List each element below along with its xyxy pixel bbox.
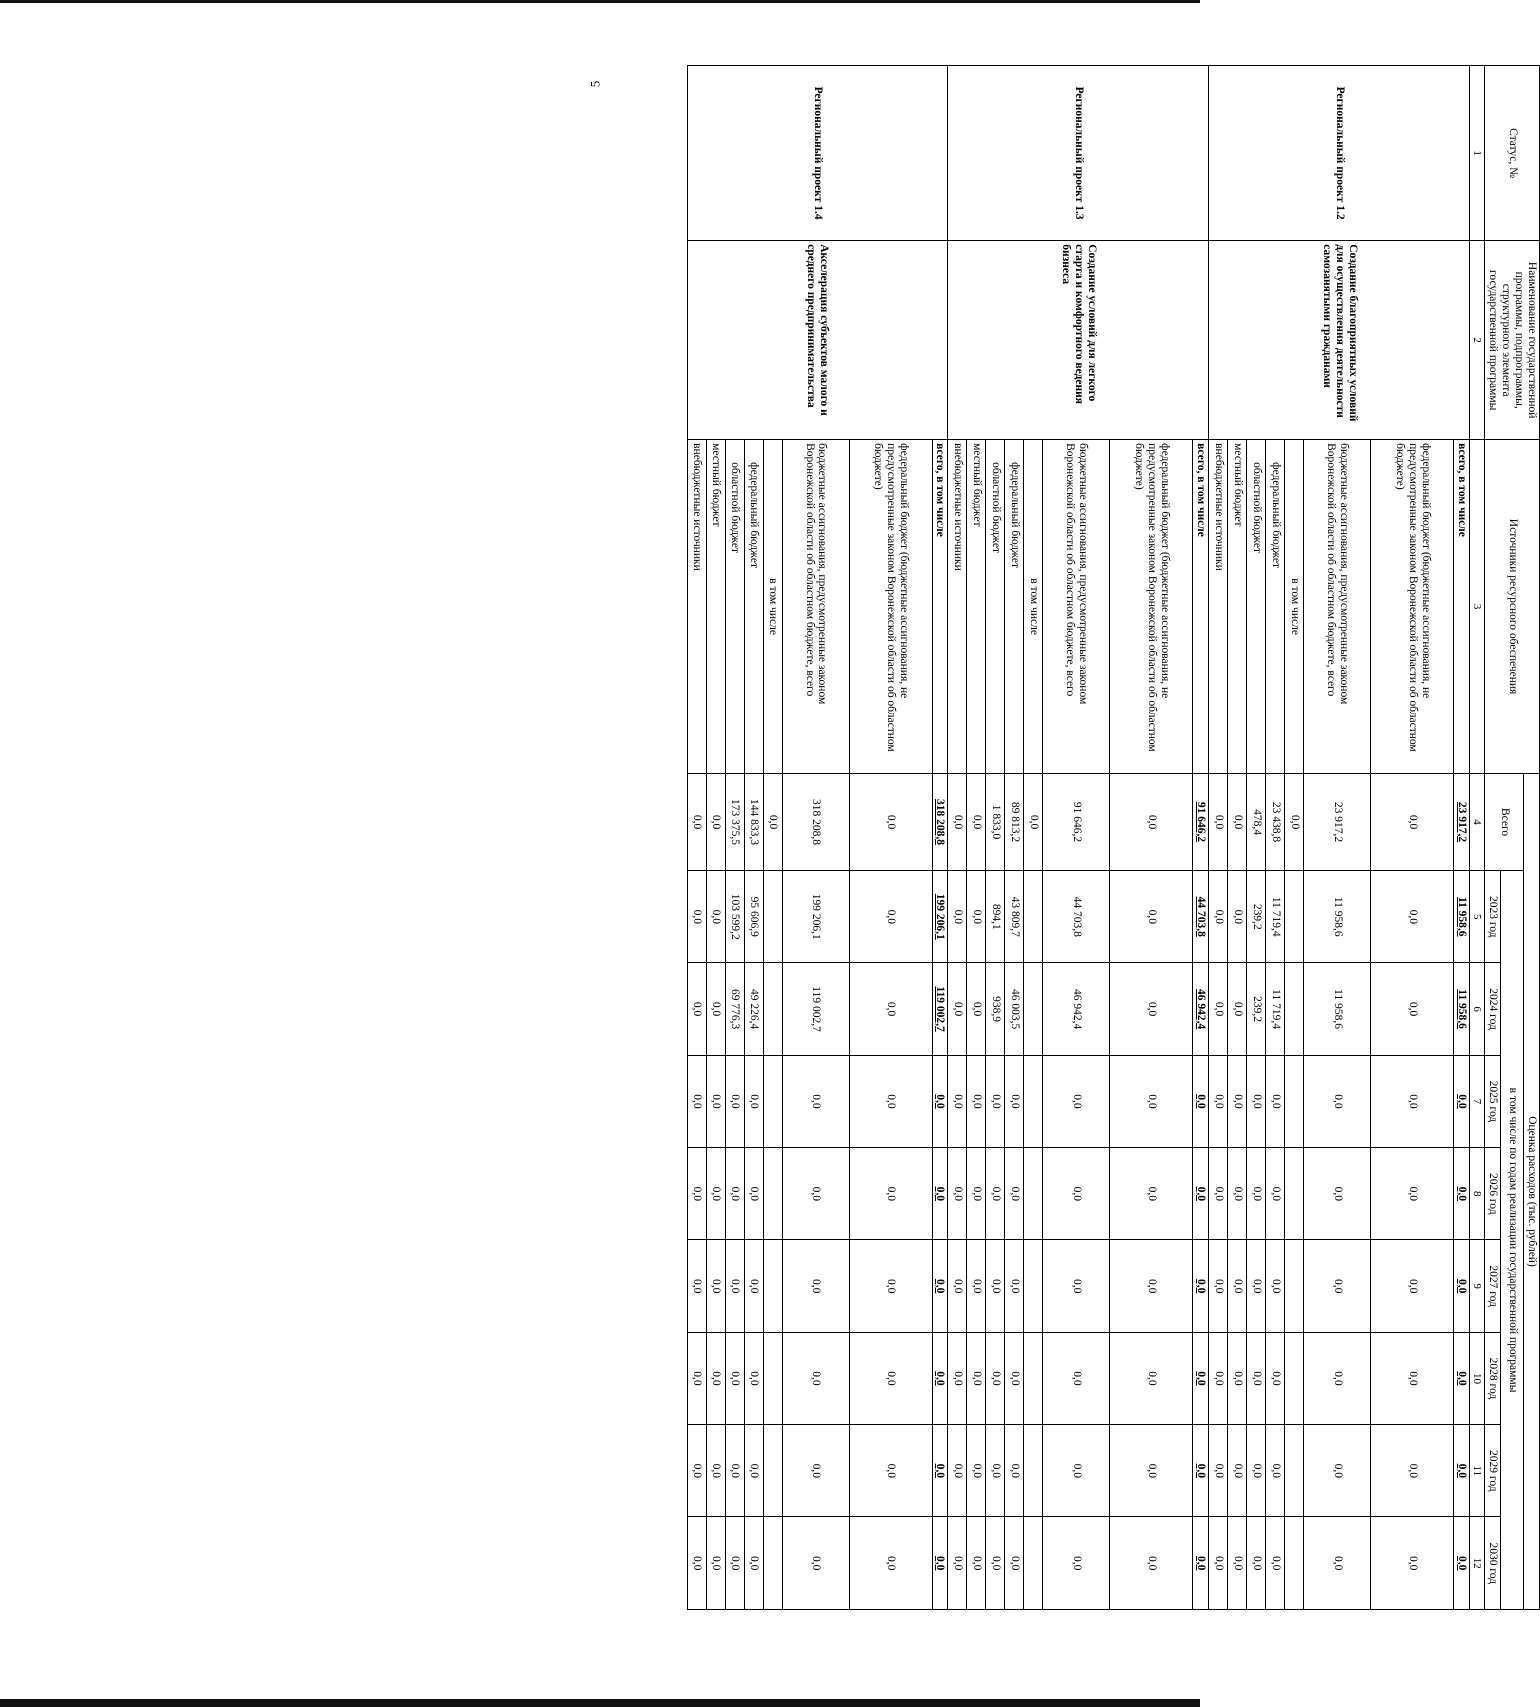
- source-label: бюджетные ассигнования, предусмотренные законом Воронежской области об областном бюджете, всего: [1043, 440, 1110, 774]
- value-year-cell: 0,0: [932, 1425, 948, 1517]
- value-year-cell: 0,0: [744, 1240, 763, 1332]
- header-status: Статус, №: [1485, 66, 1540, 241]
- source-label: федеральный бюджет: [744, 440, 763, 774]
- value-total-cell: 0,0: [1024, 774, 1043, 871]
- value-year-cell: 0,0: [706, 1148, 725, 1240]
- value-year-cell: 0,0: [948, 1425, 967, 1517]
- value-year-cell: [1024, 1425, 1043, 1517]
- value-year-cell: 0,0: [687, 1055, 706, 1147]
- value-total-cell: 0,0: [687, 774, 706, 871]
- value-year-cell: [763, 1148, 782, 1240]
- value-year-cell: 0,0: [1110, 963, 1193, 1055]
- value-year-cell: 0,0: [948, 1332, 967, 1424]
- value-year-cell: 0,0: [1371, 1517, 1454, 1610]
- value-total-cell: 91 646,2: [1193, 774, 1209, 871]
- value-year-cell: 0,0: [1454, 1332, 1470, 1424]
- value-year-cell: 0,0: [1304, 1517, 1371, 1610]
- table-row: [1193, 66, 1209, 1610]
- source-label: местный бюджет: [1228, 440, 1247, 774]
- value-year-cell: 0,0: [687, 871, 706, 963]
- column-number: 11: [1470, 1425, 1485, 1517]
- value-year-cell: 0,0: [1304, 1425, 1371, 1517]
- value-year-cell: 0,0: [1043, 1055, 1110, 1147]
- value-year-cell: 0,0: [725, 1425, 744, 1517]
- value-year-cell: 0,0: [967, 1055, 986, 1147]
- value-year-cell: 0,0: [986, 1332, 1005, 1424]
- value-year-cell: 0,0: [744, 1332, 763, 1424]
- value-year-cell: 0,0: [1005, 1517, 1024, 1610]
- source-label: федеральный бюджет (бюджетные ассигнования, не предусмотренные законом Воронежской области об областном бюджете): [1110, 440, 1193, 774]
- value-year-cell: 0,0: [1304, 1055, 1371, 1147]
- value-year-cell: 0,0: [1266, 1055, 1285, 1147]
- value-year-cell: 0,0: [986, 1240, 1005, 1332]
- value-year-cell: 0,0: [948, 1517, 967, 1610]
- source-label: внебюджетные источники: [948, 440, 967, 774]
- value-year-cell: 0,0: [725, 1517, 744, 1610]
- value-total-cell: 0,0: [1110, 774, 1193, 871]
- value-year-cell: 0,0: [725, 1240, 744, 1332]
- value-year-cell: 0,0: [1228, 1055, 1247, 1147]
- value-year-cell: 0,0: [1247, 1332, 1266, 1424]
- value-total-cell: 0,0: [1371, 774, 1454, 871]
- value-year-cell: [1024, 1332, 1043, 1424]
- value-year-cell: 199 206,1: [932, 871, 948, 963]
- value-year-cell: 0,0: [1193, 1517, 1209, 1610]
- value-total-cell: 89 813,2: [1005, 774, 1024, 871]
- value-year-cell: 0,0: [948, 1055, 967, 1147]
- source-label: всего, в том числе: [1193, 440, 1209, 774]
- value-year-cell: 119 002,7: [932, 963, 948, 1055]
- value-total-cell: 0,0: [706, 774, 725, 871]
- value-year-cell: 0,0: [1209, 1425, 1228, 1517]
- value-year-cell: 0,0: [1110, 1332, 1193, 1424]
- value-total-cell: 23 917,2: [1454, 774, 1470, 871]
- project-name: Акселерация субъектов малого и среднего предпринимательства: [687, 241, 948, 440]
- value-year-cell: 0,0: [1247, 1240, 1266, 1332]
- value-year-cell: 0,0: [967, 1148, 986, 1240]
- value-year-cell: 0,0: [1110, 1425, 1193, 1517]
- project-status: Региональный проект 1.2: [1209, 66, 1470, 241]
- value-year-cell: [1285, 1055, 1304, 1147]
- scan-edge-bottom: [0, 1699, 1200, 1707]
- value-year-cell: 239,2: [1247, 871, 1266, 963]
- value-year-cell: [1285, 1332, 1304, 1424]
- value-year-cell: [1285, 1425, 1304, 1517]
- value-total-cell: 0,0: [763, 774, 782, 871]
- value-year-cell: 0,0: [932, 1240, 948, 1332]
- header-year: 2023 год: [1485, 871, 1501, 963]
- value-year-cell: 103 599,2: [725, 871, 744, 963]
- value-year-cell: 0,0: [1193, 1425, 1209, 1517]
- value-year-cell: 0,0: [1266, 1517, 1285, 1610]
- column-number: 1: [1470, 66, 1485, 241]
- value-year-cell: [1285, 1148, 1304, 1240]
- value-year-cell: 0,0: [986, 1425, 1005, 1517]
- page-number: 5: [587, 80, 603, 88]
- value-year-cell: 0,0: [687, 1425, 706, 1517]
- value-total-cell: 23 438,8: [1266, 774, 1285, 871]
- header-year: 2028 год: [1485, 1332, 1501, 1424]
- value-year-cell: 0,0: [1228, 1148, 1247, 1240]
- value-year-cell: 0,0: [1228, 963, 1247, 1055]
- value-year-cell: 0,0: [1371, 871, 1454, 963]
- value-year-cell: 0,0: [849, 1240, 932, 1332]
- value-year-cell: 0,0: [782, 1332, 849, 1424]
- value-year-cell: 0,0: [1209, 963, 1228, 1055]
- column-number: 12: [1470, 1517, 1485, 1610]
- value-year-cell: 0,0: [1247, 1148, 1266, 1240]
- source-label: всего, в том числе: [932, 440, 948, 774]
- column-number: 5: [1470, 871, 1485, 963]
- header-year: 2026 год: [1485, 1148, 1501, 1240]
- source-label: внебюджетные источники: [687, 440, 706, 774]
- value-year-cell: [1285, 871, 1304, 963]
- value-year-cell: 0,0: [948, 1148, 967, 1240]
- value-year-cell: 11 958,6: [1454, 963, 1470, 1055]
- header-estimate: Оценка расходов (тыс. рублей): [1524, 774, 1540, 1610]
- column-number: 10: [1470, 1332, 1485, 1424]
- value-year-cell: 0,0: [967, 963, 986, 1055]
- value-year-cell: [763, 1240, 782, 1332]
- value-year-cell: 0,0: [687, 1240, 706, 1332]
- value-year-cell: 0,0: [1371, 1148, 1454, 1240]
- expenditure-table: [687, 65, 1540, 1610]
- value-total-cell: 23 917,2: [1304, 774, 1371, 871]
- value-year-cell: 0,0: [1110, 1148, 1193, 1240]
- value-year-cell: 0,0: [1005, 1425, 1024, 1517]
- value-year-cell: 0,0: [932, 1055, 948, 1147]
- value-year-cell: 46 942,4: [1193, 963, 1209, 1055]
- value-year-cell: 0,0: [1371, 1240, 1454, 1332]
- value-total-cell: 0,0: [1285, 774, 1304, 871]
- value-year-cell: 0,0: [1043, 1148, 1110, 1240]
- value-total-cell: 318 208,8: [932, 774, 948, 871]
- value-year-cell: 44 703,8: [1043, 871, 1110, 963]
- source-label: федеральный бюджет: [1266, 440, 1285, 774]
- value-year-cell: 0,0: [1304, 1240, 1371, 1332]
- value-year-cell: 0,0: [1209, 871, 1228, 963]
- value-year-cell: 0,0: [849, 1517, 932, 1610]
- value-year-cell: 0,0: [1193, 1055, 1209, 1147]
- source-label: местный бюджет: [706, 440, 725, 774]
- scan-edge-top: [0, 0, 1200, 3]
- source-label: в том числе: [1024, 440, 1043, 774]
- value-year-cell: 0,0: [1043, 1332, 1110, 1424]
- value-year-cell: 0,0: [1193, 1240, 1209, 1332]
- value-year-cell: [763, 1425, 782, 1517]
- value-year-cell: 0,0: [1371, 1055, 1454, 1147]
- value-year-cell: 0,0: [1005, 1240, 1024, 1332]
- value-year-cell: 44 703,8: [1193, 871, 1209, 963]
- value-year-cell: 46 942,4: [1043, 963, 1110, 1055]
- value-year-cell: 0,0: [967, 1517, 986, 1610]
- value-year-cell: [763, 1055, 782, 1147]
- value-year-cell: 0,0: [849, 1148, 932, 1240]
- value-year-cell: 95 606,9: [744, 871, 763, 963]
- value-year-cell: 0,0: [1266, 1240, 1285, 1332]
- source-label: федеральный бюджет: [1005, 440, 1024, 774]
- value-year-cell: 0,0: [986, 1148, 1005, 1240]
- table-body: [687, 66, 1470, 1610]
- source-label: всего, в том числе: [1454, 440, 1470, 774]
- value-year-cell: 938,9: [986, 963, 1005, 1055]
- value-year-cell: 0,0: [1209, 1517, 1228, 1610]
- rotated-page: [490, 65, 1540, 1610]
- value-year-cell: 0,0: [782, 1055, 849, 1147]
- value-year-cell: 0,0: [932, 1148, 948, 1240]
- value-year-cell: 0,0: [782, 1517, 849, 1610]
- value-year-cell: 0,0: [725, 1055, 744, 1147]
- value-year-cell: 69 776,3: [725, 963, 744, 1055]
- value-year-cell: 0,0: [725, 1148, 744, 1240]
- value-year-cell: 43 809,7: [1005, 871, 1024, 963]
- value-year-cell: 0,0: [706, 1240, 725, 1332]
- value-year-cell: 0,0: [1043, 1240, 1110, 1332]
- value-year-cell: [1024, 871, 1043, 963]
- value-year-cell: 0,0: [744, 1055, 763, 1147]
- header-year: 2025 год: [1485, 1055, 1501, 1147]
- value-year-cell: 0,0: [1228, 1517, 1247, 1610]
- value-year-cell: 0,0: [1209, 1055, 1228, 1147]
- value-year-cell: 0,0: [744, 1425, 763, 1517]
- column-number: 4: [1470, 774, 1485, 871]
- value-year-cell: [1285, 1517, 1304, 1610]
- value-year-cell: 0,0: [849, 871, 932, 963]
- value-year-cell: 11 958,6: [1304, 963, 1371, 1055]
- value-year-cell: 0,0: [1304, 1148, 1371, 1240]
- value-total-cell: 144 833,3: [744, 774, 763, 871]
- value-year-cell: 0,0: [687, 1148, 706, 1240]
- value-year-cell: 0,0: [1043, 1425, 1110, 1517]
- value-year-cell: 0,0: [1454, 1517, 1470, 1610]
- value-year-cell: [1024, 1517, 1043, 1610]
- value-year-cell: 11 958,6: [1304, 871, 1371, 963]
- value-year-cell: 0,0: [1110, 1240, 1193, 1332]
- value-year-cell: 49 226,4: [744, 963, 763, 1055]
- value-year-cell: 0,0: [706, 1055, 725, 1147]
- value-year-cell: 0,0: [725, 1332, 744, 1424]
- value-year-cell: [1024, 963, 1043, 1055]
- value-year-cell: 0,0: [1247, 1517, 1266, 1610]
- value-year-cell: 0,0: [1005, 1332, 1024, 1424]
- value-year-cell: 0,0: [706, 1517, 725, 1610]
- header-year: 2024 год: [1485, 963, 1501, 1055]
- value-total-cell: 0,0: [1228, 774, 1247, 871]
- value-year-cell: 0,0: [1228, 1425, 1247, 1517]
- value-year-cell: 0,0: [967, 1332, 986, 1424]
- value-year-cell: 0,0: [687, 1517, 706, 1610]
- header-name: Наименование государственной программы, подпрограммы, структурного элемента государственной программы: [1485, 241, 1540, 440]
- value-total-cell: 478,4: [1247, 774, 1266, 871]
- column-number: 6: [1470, 963, 1485, 1055]
- value-year-cell: 0,0: [1043, 1517, 1110, 1610]
- value-year-cell: 0,0: [1005, 1148, 1024, 1240]
- value-year-cell: 0,0: [687, 1332, 706, 1424]
- value-year-cell: 0,0: [1005, 1055, 1024, 1147]
- project-name: Создание благоприятных условий для осуществления деятельности самозанятыми гражданами: [1209, 241, 1470, 440]
- value-year-cell: 0,0: [1247, 1055, 1266, 1147]
- value-total-cell: 1 833,0: [986, 774, 1005, 871]
- value-total-cell: 0,0: [967, 774, 986, 871]
- value-year-cell: 119 002,7: [782, 963, 849, 1055]
- value-year-cell: 0,0: [1209, 1148, 1228, 1240]
- value-total-cell: 0,0: [849, 774, 932, 871]
- value-year-cell: 0,0: [706, 963, 725, 1055]
- source-label: федеральный бюджет (бюджетные ассигнования, не предусмотренные законом Воронежской области об областном бюджете): [849, 440, 932, 774]
- column-number: 9: [1470, 1240, 1485, 1332]
- value-year-cell: 0,0: [1454, 1240, 1470, 1332]
- value-year-cell: 0,0: [1110, 1055, 1193, 1147]
- header-sources: Источники ресурсного обеспечения: [1485, 440, 1540, 774]
- value-year-cell: 199 206,1: [782, 871, 849, 963]
- project-status: Региональный проект 1.3: [948, 66, 1209, 241]
- value-year-cell: 0,0: [1371, 963, 1454, 1055]
- value-year-cell: 0,0: [706, 871, 725, 963]
- value-year-cell: 0,0: [706, 1425, 725, 1517]
- value-total-cell: 173 375,5: [725, 774, 744, 871]
- value-year-cell: [763, 1332, 782, 1424]
- value-year-cell: 11 719,4: [1266, 871, 1285, 963]
- header-total: Всего: [1485, 774, 1524, 871]
- column-number: 3: [1470, 440, 1485, 774]
- value-year-cell: 0,0: [1454, 1055, 1470, 1147]
- value-year-cell: 0,0: [687, 963, 706, 1055]
- header-year: 2030 год: [1485, 1517, 1501, 1610]
- value-year-cell: 0,0: [849, 1425, 932, 1517]
- value-year-cell: 0,0: [967, 1240, 986, 1332]
- project-status: Региональный проект 1.4: [687, 66, 948, 241]
- value-year-cell: [1024, 1148, 1043, 1240]
- value-year-cell: 11 719,4: [1266, 963, 1285, 1055]
- value-year-cell: 0,0: [1228, 871, 1247, 963]
- value-year-cell: 0,0: [948, 871, 967, 963]
- value-year-cell: 0,0: [986, 1517, 1005, 1610]
- value-year-cell: 0,0: [1193, 1332, 1209, 1424]
- column-number: 7: [1470, 1055, 1485, 1147]
- source-label: федеральный бюджет (бюджетные ассигнования, не предусмотренные законом Воронежской области об областном бюджете): [1371, 440, 1454, 774]
- source-label: внебюджетные источники: [1209, 440, 1228, 774]
- source-label: областной бюджет: [986, 440, 1005, 774]
- value-year-cell: 0,0: [1266, 1425, 1285, 1517]
- value-year-cell: 0,0: [948, 963, 967, 1055]
- value-year-cell: 0,0: [932, 1332, 948, 1424]
- value-year-cell: 0,0: [932, 1517, 948, 1610]
- value-year-cell: 0,0: [782, 1425, 849, 1517]
- value-total-cell: 0,0: [1209, 774, 1228, 871]
- value-year-cell: 0,0: [1209, 1332, 1228, 1424]
- value-year-cell: [1024, 1055, 1043, 1147]
- project-name: Создание условий для легкого старта и комфортного ведения бизнеса: [948, 241, 1209, 440]
- source-label: бюджетные ассигнования, предусмотренные законом Воронежской области об областном бюджете, всего: [1304, 440, 1371, 774]
- value-year-cell: 0,0: [1247, 1425, 1266, 1517]
- value-year-cell: 0,0: [849, 963, 932, 1055]
- source-label: местный бюджет: [967, 440, 986, 774]
- value-year-cell: 0,0: [706, 1332, 725, 1424]
- value-year-cell: 0,0: [1228, 1332, 1247, 1424]
- column-number: 2: [1470, 241, 1485, 440]
- value-year-cell: 0,0: [849, 1055, 932, 1147]
- value-year-cell: 46 003,5: [1005, 963, 1024, 1055]
- source-label: областной бюджет: [725, 440, 744, 774]
- value-year-cell: 0,0: [1454, 1148, 1470, 1240]
- value-year-cell: 0,0: [967, 871, 986, 963]
- value-year-cell: 0,0: [1110, 871, 1193, 963]
- header-by-years: в том числе по годам реализации государственной программы: [1501, 871, 1524, 1610]
- header-year: 2027 год: [1485, 1240, 1501, 1332]
- value-year-cell: 0,0: [1193, 1148, 1209, 1240]
- value-year-cell: 0,0: [849, 1332, 932, 1424]
- value-year-cell: 0,0: [1371, 1332, 1454, 1424]
- value-year-cell: 0,0: [967, 1425, 986, 1517]
- value-year-cell: 0,0: [1304, 1332, 1371, 1424]
- value-year-cell: [1285, 963, 1304, 1055]
- value-year-cell: 0,0: [1371, 1425, 1454, 1517]
- value-year-cell: 11 958,6: [1454, 871, 1470, 963]
- value-year-cell: 0,0: [1454, 1425, 1470, 1517]
- value-year-cell: [763, 963, 782, 1055]
- value-year-cell: [1285, 1240, 1304, 1332]
- source-label: бюджетные ассигнования, предусмотренные законом Воронежской области об областном бюджете, всего: [782, 440, 849, 774]
- value-year-cell: 0,0: [986, 1055, 1005, 1147]
- value-total-cell: 0,0: [948, 774, 967, 871]
- value-year-cell: 0,0: [1110, 1517, 1193, 1610]
- value-total-cell: 318 208,8: [782, 774, 849, 871]
- source-label: областной бюджет: [1247, 440, 1266, 774]
- table-row: [932, 66, 948, 1610]
- value-year-cell: 0,0: [1266, 1148, 1285, 1240]
- value-year-cell: 0,0: [782, 1148, 849, 1240]
- value-year-cell: 0,0: [948, 1240, 967, 1332]
- source-label: в том числе: [1285, 440, 1304, 774]
- value-year-cell: 0,0: [744, 1517, 763, 1610]
- value-year-cell: 239,2: [1247, 963, 1266, 1055]
- value-year-cell: [763, 871, 782, 963]
- value-year-cell: [1024, 1240, 1043, 1332]
- table-row: [1454, 66, 1470, 1610]
- value-year-cell: 0,0: [782, 1240, 849, 1332]
- value-year-cell: [763, 1517, 782, 1610]
- source-label: в том числе: [763, 440, 782, 774]
- value-year-cell: 0,0: [1228, 1240, 1247, 1332]
- value-total-cell: 91 646,2: [1043, 774, 1110, 871]
- value-year-cell: 0,0: [1266, 1332, 1285, 1424]
- header-year: 2029 год: [1485, 1425, 1501, 1517]
- value-year-cell: 0,0: [744, 1148, 763, 1240]
- column-number: 8: [1470, 1148, 1485, 1240]
- value-year-cell: 0,0: [1209, 1240, 1228, 1332]
- value-year-cell: 894,1: [986, 871, 1005, 963]
